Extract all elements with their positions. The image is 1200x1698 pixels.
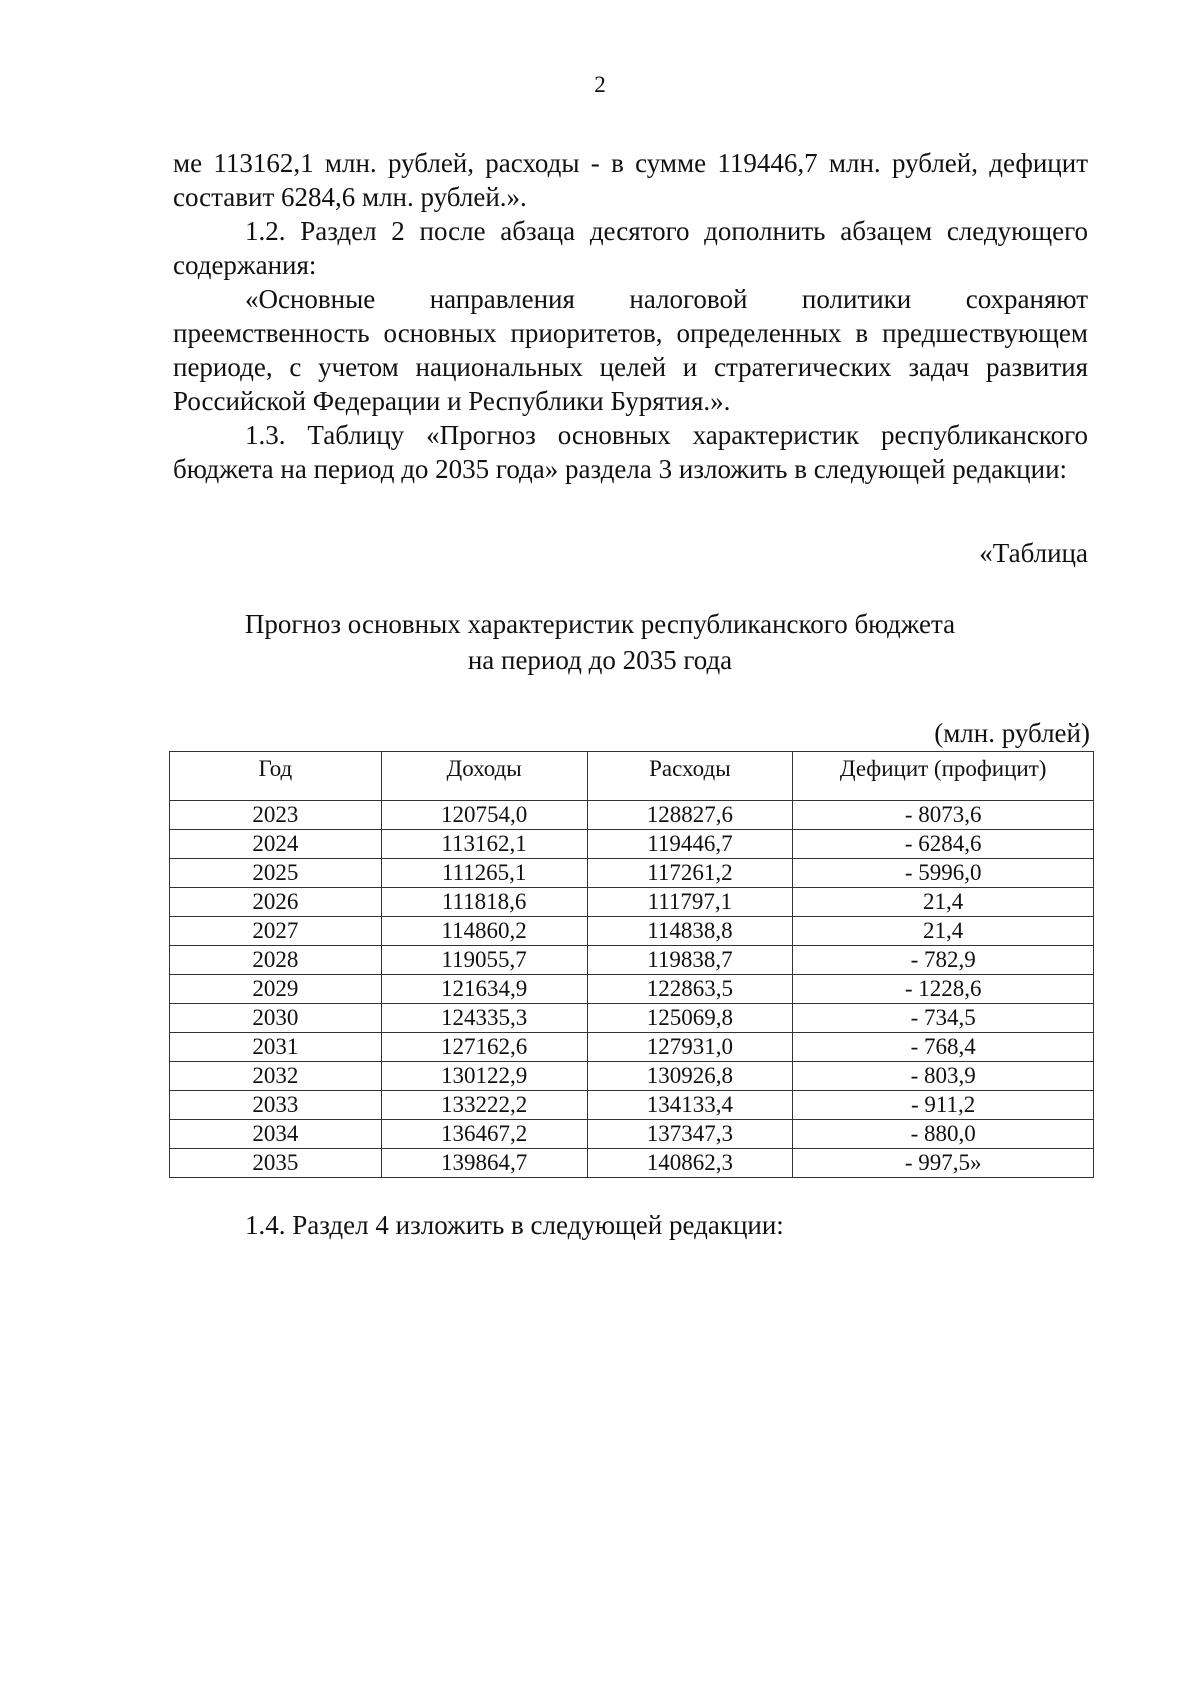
cell-year: 2024 [170,830,382,859]
table-row [170,1091,1094,1120]
cell-year: 2028 [170,946,382,975]
cell-deficit: - 911,2 [793,1091,1094,1120]
cell-expenses: 127931,0 [587,1033,793,1062]
table-row [170,801,1094,830]
cell-revenue: 121634,9 [381,975,587,1004]
budget-forecast-table [169,751,1094,1178]
table-row [170,917,1094,946]
cell-year: 2032 [170,1062,382,1091]
paragraph-quote-tax-policy: «Основные направления налоговой политики сохраняют преемственность основных приоритетов, определенных в предшествующем периоде, с учетом национальных целей и стратегических задач развития Российской Федерации и Республики Бурятия.». [173,284,1088,416]
cell-expenses: 137347,3 [587,1120,793,1149]
cell-revenue: 127162,6 [381,1033,587,1062]
cell-deficit: - 768,4 [793,1033,1094,1062]
cell-revenue: 124335,3 [381,1004,587,1033]
cell-deficit: 21,4 [793,917,1094,946]
cell-revenue: 120754,0 [381,801,587,830]
table-title-line-1: Прогноз основных характеристик республиканского бюджета [244,609,956,639]
paragraph-1-2: 1.2. Раздел 2 после абзаца десятого дополнить абзацем следующего содержания: [173,216,1088,280]
cell-year: 2031 [170,1033,382,1062]
header-deficit: Дефицит (профицит) [793,752,1094,801]
paragraph-1-4: 1.4. Раздел 4 изложить в следующей редакции: [245,1210,784,1240]
cell-deficit: - 8073,6 [793,801,1094,830]
table-row [170,830,1094,859]
page-number: 2 [594,72,606,97]
table-title [0,606,1200,678]
table-row [170,946,1094,975]
cell-year: 2034 [170,1120,382,1149]
cell-expenses: 130926,8 [587,1062,793,1091]
cell-deficit: - 6284,6 [793,830,1094,859]
header-year: Год [170,752,382,801]
cell-year: 2030 [170,1004,382,1033]
table-row [170,1033,1094,1062]
cell-deficit: - 880,0 [793,1120,1094,1149]
cell-year: 2027 [170,917,382,946]
table-row [170,1062,1094,1091]
cell-expenses: 117261,2 [587,859,793,888]
cell-expenses: 128827,6 [587,801,793,830]
cell-year: 2026 [170,888,382,917]
cell-year: 2029 [170,975,382,1004]
table-row [170,1149,1094,1178]
cell-year: 2025 [170,859,382,888]
cell-year: 2035 [170,1149,382,1178]
cell-revenue: 119055,7 [381,946,587,975]
cell-year: 2023 [170,801,382,830]
paragraph-continuation: ме 113162,1 млн. рублей, расходы - в сумме 119446,7 млн. рублей, дефицит составит 6284,6 млн. рублей.». [173,148,1088,212]
cell-expenses: 122863,5 [587,975,793,1004]
cell-revenue: 111265,1 [381,859,587,888]
cell-expenses: 140862,3 [587,1149,793,1178]
table-caption: «Таблица [979,538,1088,568]
cell-revenue: 136467,2 [381,1120,587,1149]
cell-revenue: 130122,9 [381,1062,587,1091]
cell-deficit: - 782,9 [793,946,1094,975]
header-expenses: Расходы [587,752,793,801]
cell-deficit: - 5996,0 [793,859,1094,888]
intro-text-block [173,146,1088,486]
cell-deficit: - 803,9 [793,1062,1094,1091]
cell-deficit: - 734,5 [793,1004,1094,1033]
cell-deficit: 21,4 [793,888,1094,917]
cell-deficit: - 1228,6 [793,975,1094,1004]
cell-expenses: 111797,1 [587,888,793,917]
table-row [170,859,1094,888]
table-header-row [170,752,1094,801]
cell-expenses: 119838,7 [587,946,793,975]
cell-expenses: 114838,8 [587,917,793,946]
cell-revenue: 111818,6 [381,888,587,917]
table-row [170,1004,1094,1033]
cell-expenses: 134133,4 [587,1091,793,1120]
cell-revenue: 139864,7 [381,1149,587,1178]
table-row [170,888,1094,917]
cell-expenses: 125069,8 [587,1004,793,1033]
cell-deficit: - 997,5» [793,1149,1094,1178]
cell-revenue: 113162,1 [381,830,587,859]
table-row [170,1120,1094,1149]
cell-revenue: 133222,2 [381,1091,587,1120]
paragraph-1-3: 1.3. Таблицу «Прогноз основных характеристик республиканского бюджета на период до 2035 года» раздела 3 изложить в следующей редакции: [173,420,1088,484]
unit-label: (млн. рублей) [934,718,1090,748]
table-title-line-2: на период до 2035 года [467,645,733,675]
header-revenue: Доходы [381,752,587,801]
cell-expenses: 119446,7 [587,830,793,859]
cell-revenue: 114860,2 [381,917,587,946]
table-body [170,801,1094,1178]
table-row [170,975,1094,1004]
cell-year: 2033 [170,1091,382,1120]
after-table-text-block [173,1208,1088,1242]
